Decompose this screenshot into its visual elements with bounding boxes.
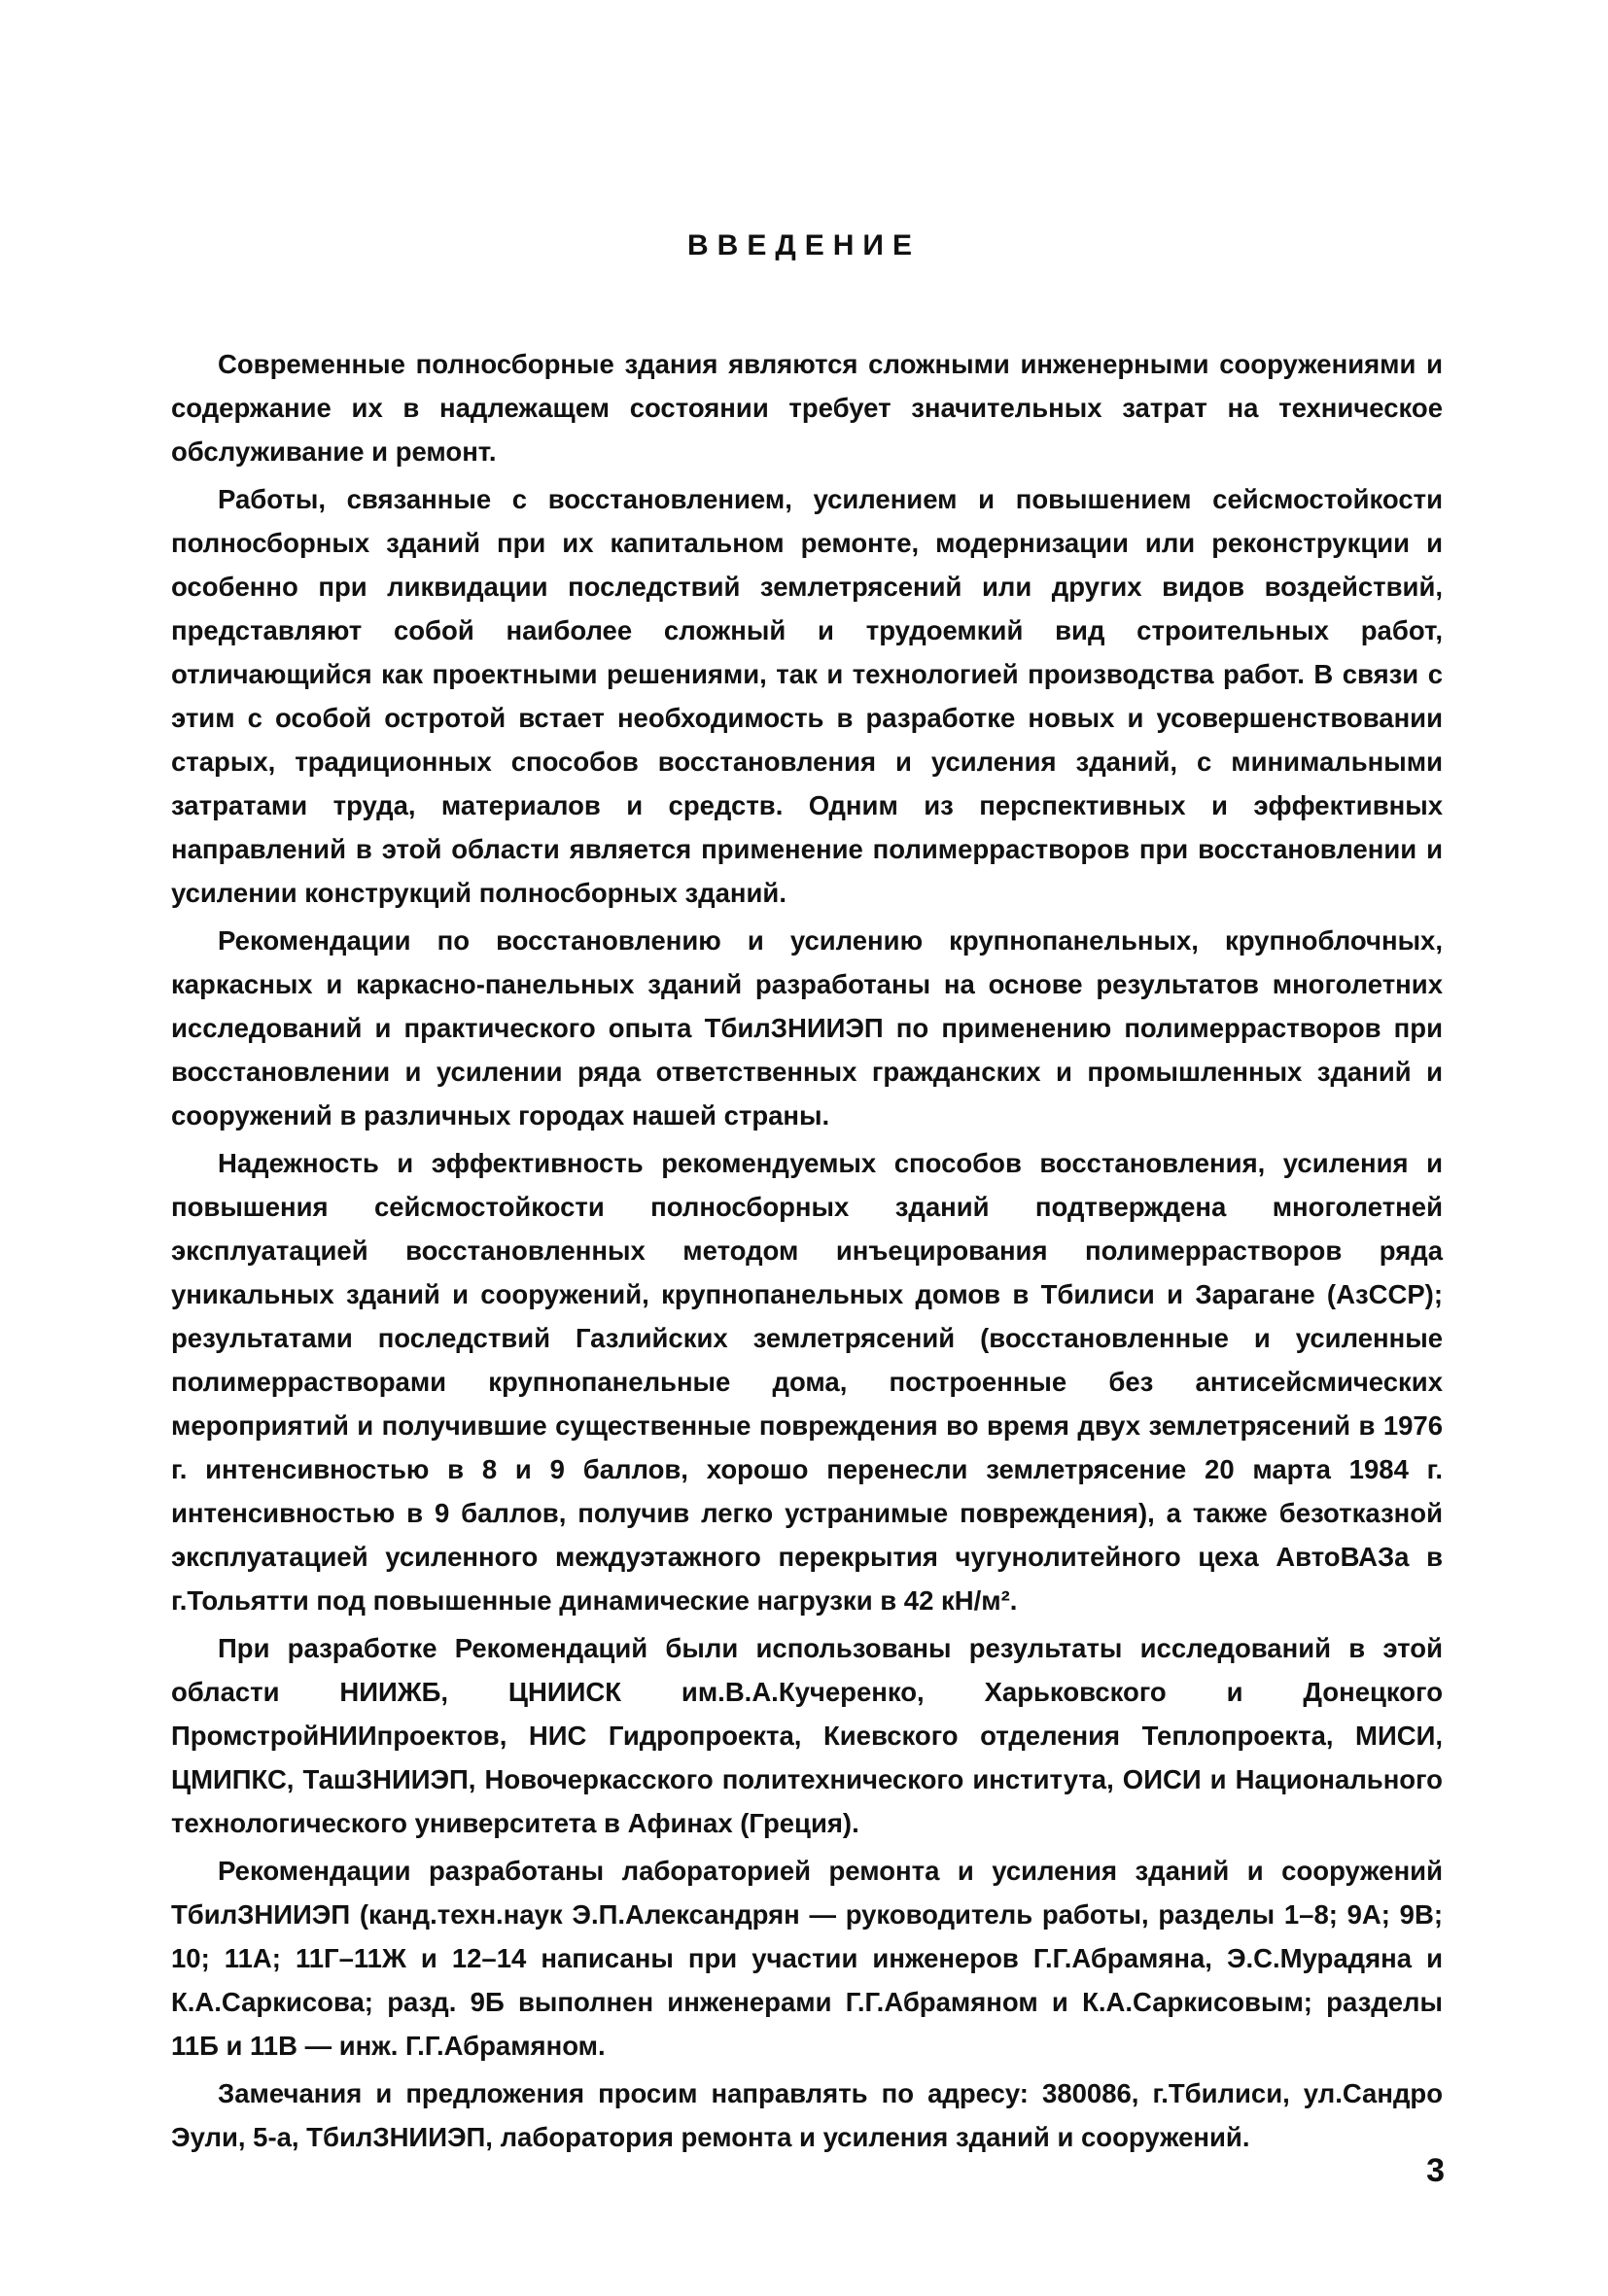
paragraph-5: При разработке Рекомендаций были использованы результаты исследований в этой области НИИЖБ, ЦНИИСК им.В.А.Кучеренко, Харьковского и Донецкого ПромстройНИИпроектов, НИС Гидропроекта, Киевского отделения Теплопроекта, МИСИ, ЦМИПКС, ТашЗНИИЭП, Новочеркасского политехнического института, ОИСИ и Национального технологического университета в Афинах (Греция). [171, 1633, 1443, 1838]
paragraph-6: Рекомендации разработаны лабораторией ремонта и усиления зданий и сооружений ТбилЗНИИЭП (канд.техн.наук Э.П.Александрян — руководитель работы, разделы 1–8; 9А; 9В; 10; 11А; 11Г–11Ж и 12–14 написаны при участии инженеров Г.Г.Абрамяна, Э.С.Мурадяна и К.А.Саркисова; разд. 9Б выполнен инженерами Г.Г.Абрамяном и К.А.Саркисовым; разделы 11Б и 11В — инж. Г.Г.Абрамяном. [171, 1856, 1443, 2061]
paragraph-1: Современные полносборные здания являются сложными инженерными сооружениями и содержание их в надлежащем состоянии требует значительных затрат на техническое обслуживание и ремонт. [171, 349, 1443, 467]
paragraph-2: Работы, связанные с восстановлением, усилением и повышением сейсмостойкости полносборных зданий при их капитальном ремонте, модернизации или реконструкции и особенно при ликвидации последствий землетрясений или других видов воздействий, представляют собой наиболее сложный и трудоемкий вид строительных работ, отличающийся как проектными решениями, так и технологией производства работ. В связи с этим с особой остротой встает необходимость в разработке новых и усовершенствовании старых, традиционных способов восстановления и усиления зданий, с минимальными затратами труда, материалов и средств. Одним из перспективных и эффективных направлений в этой области является применение полимеррастворов при восстановлении и усилении конструкций полносборных зданий. [171, 484, 1443, 908]
page-title: ВВЕДЕНИЕ [687, 229, 921, 261]
paragraph-4: Надежность и эффективность рекомендуемых способов восстановления, усиления и повышения сейсмостойкости полносборных зданий подтверждена многолетней эксплуатацией восстановленных методом инъецирования полимеррастворов ряда уникальных зданий и сооружений, крупнопанельных домов в Тбилиси и Зарагане (АзССР); результатами последствий Газлийских землетрясений (восстановленные и усиленные полимеррастворами крупнопанельные дома, построенные без антисейсмических мероприятий и получившие существенные повреждения во время двух землетрясений в 1976 г. интенсивностью в 8 и 9 баллов, хорошо перенесли землетрясение 20 марта 1984 г. интенсивностью в 9 баллов, получив легко устранимые повреждения), а также безотказной эксплуатацией усиленного междуэтажного перекрытия чугунолитейного цеха АвтоВАЗа в г.Тольятти под повышенные динамические нагрузки в 42 кН/м². [171, 1148, 1443, 1616]
paragraph-3: Рекомендации по восстановлению и усилению крупнопанельных, крупноблочных, каркасных и каркасно-панельных зданий разработаны на основе результатов многолетних исследований и практического опыта ТбилЗНИИЭП по применению полимеррастворов при восстановлении и усилении ряда ответственных гражданских и промышленных зданий и сооружений в различных городах нашей страны. [171, 925, 1443, 1131]
body-text [171, 342, 1443, 2163]
paragraph-7: Замечания и предложения просим направлять по адресу: 380086, г.Тбилиси, ул.Сандро Эули, 5-а, ТбилЗНИИЭП, лаборатория ремонта и усиления зданий и сооружений. [171, 2078, 1443, 2152]
page-number: 3 [1426, 2152, 1445, 2189]
